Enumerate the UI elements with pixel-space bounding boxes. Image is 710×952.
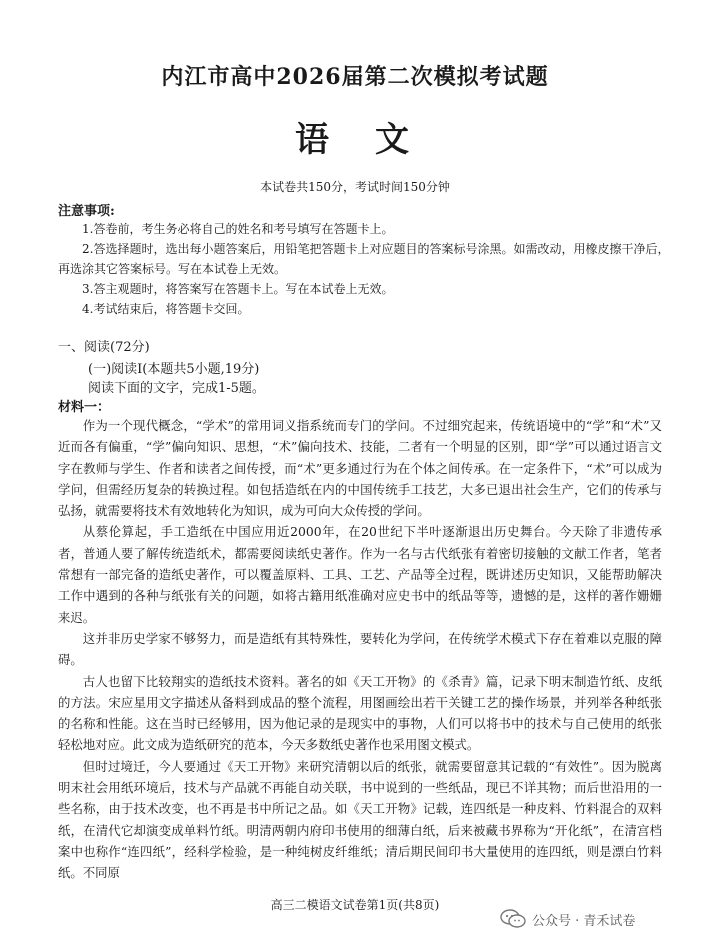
note-item: 2.答选择题时，选出每小题答案后，用铅笔把答题卡上对应题目的答案标号涂黑。如需改动，用橡皮擦干净后，再选涂其它答案标号。写在本试卷上无效。 bbox=[58, 242, 670, 276]
reading-instruction: 阅读下面的文字，完成1-5题。 bbox=[88, 381, 265, 396]
note-item: 1.答卷前，考生务必将自己的姓名和考号填写在答题卡上。 bbox=[82, 222, 394, 236]
body-paragraph: 古人也留下比较翔实的造纸技术资料。著名的如《天工开物》的《杀青》篇，记录下明末制造竹纸、皮纸的方法。宋应星用文字描述从备料到成品的整个流程，用图画绘出若干关键工艺的操作场景，并列举各种纸张的名称和性能。这在当时已经够用，因为他记录的是现实中的事物，人们可以将书中的技术与自己使用的纸张轻松地对应。此文成为造纸研究的范本，今天多数纸史著作也采用图文模式。 bbox=[58, 673, 662, 753]
exam-title: 内江市高中2026届第二次模拟考试题 bbox=[161, 64, 549, 90]
section-heading: 一、阅读(72分) bbox=[58, 340, 150, 355]
wechat-icon bbox=[500, 909, 526, 929]
page-footer: 高三二模语文试卷第1页(共8页) bbox=[270, 898, 440, 912]
material-label: 材料一： bbox=[58, 400, 111, 415]
watermark-text: 公众号 · 青禾试卷 bbox=[532, 913, 636, 929]
body-paragraph: 但时过境迁，今人要通过《天工开物》来研究清朝以后的纸张，就需要留意其记载的“有效性”。因为脱离明末社会用纸环境后，技术与产品就不再能自动关联，书中说到的一些纸品，现已不详其物；而后世沿用的一些名称，由于技术改变，也不再是书中所记之品。如《天工开物》记载，连四纸是一种皮料、竹料混合的双料纸，在清代它却演变成单料竹纸。明清两朝内府印书使用的细薄白纸，后来被藏书界称为“开化纸”，在清宫档案中也称作“连四纸”，经科学检验，是一种纯树皮纤维纸；清后期民间印书大量使用的连四纸，则是漂白竹料纸。不同原 bbox=[58, 758, 662, 881]
watermark bbox=[500, 909, 635, 929]
exam-info: 本试卷共150分，考试时间150分钟 bbox=[260, 180, 450, 194]
note-item: 4.考试结束后，将答题卡交回。 bbox=[82, 302, 250, 316]
note-item: 3.答主观题时，将答案写在答题卡上。写在本试卷上无效。 bbox=[82, 282, 394, 296]
material-body bbox=[58, 415, 662, 884]
body-paragraph: 作为一个现代概念，“学术”的常用词义指系统而专门的学问。不过细究起来，传统语境中的“学”和“术”又近而各有偏重，“学”偏向知识、思想，“术”偏向技术、技能，二者有一个明显的区别，即“学”可以通过语言文字在教师与学生、作者和读者之间传授，而“术”更多通过行为在个体之间传承。在一定条件下，“术”可以成为学问，但需经历复杂的转换过程。如包括造纸在内的中国传统手工技艺，大多已退出社会生产，它们的传承与弘扬，就需要将技术有效地转化为知识，成为可向大众传授的学问。 bbox=[58, 418, 662, 519]
body-paragraph: 从蔡伦算起，手工造纸在中国应用近2000年，在20世纪下半叶逐渐退出历史舞台。今天除了非遗传承者，普通人要了解传统造纸术，都需要阅读纸史著作。作为一名与古代纸张有着密切接触的文献工作者，笔者常想有一部完备的造纸史著作，可以覆盖原料、工具、工艺、产品等全过程，既讲述历史知识，又能帮助解决工作中遇到的各种与纸张有关的问题，如将古籍用纸准确对应史书中的纸品等等，遗憾的是，这样的著作姗姗来迟。 bbox=[58, 524, 662, 625]
notes-heading: 注意事项: bbox=[58, 204, 115, 219]
sub-heading: (一)阅读Ⅰ(本题共5小题,19分) bbox=[88, 362, 260, 377]
notes-list bbox=[58, 219, 670, 319]
body-paragraph: 这并非历史学家不够努力，而是造纸有其特殊性，要转化为学问，在传统学术模式下存在着难以克服的障碍。 bbox=[58, 630, 662, 668]
subject-title: 语 文 bbox=[295, 120, 415, 160]
